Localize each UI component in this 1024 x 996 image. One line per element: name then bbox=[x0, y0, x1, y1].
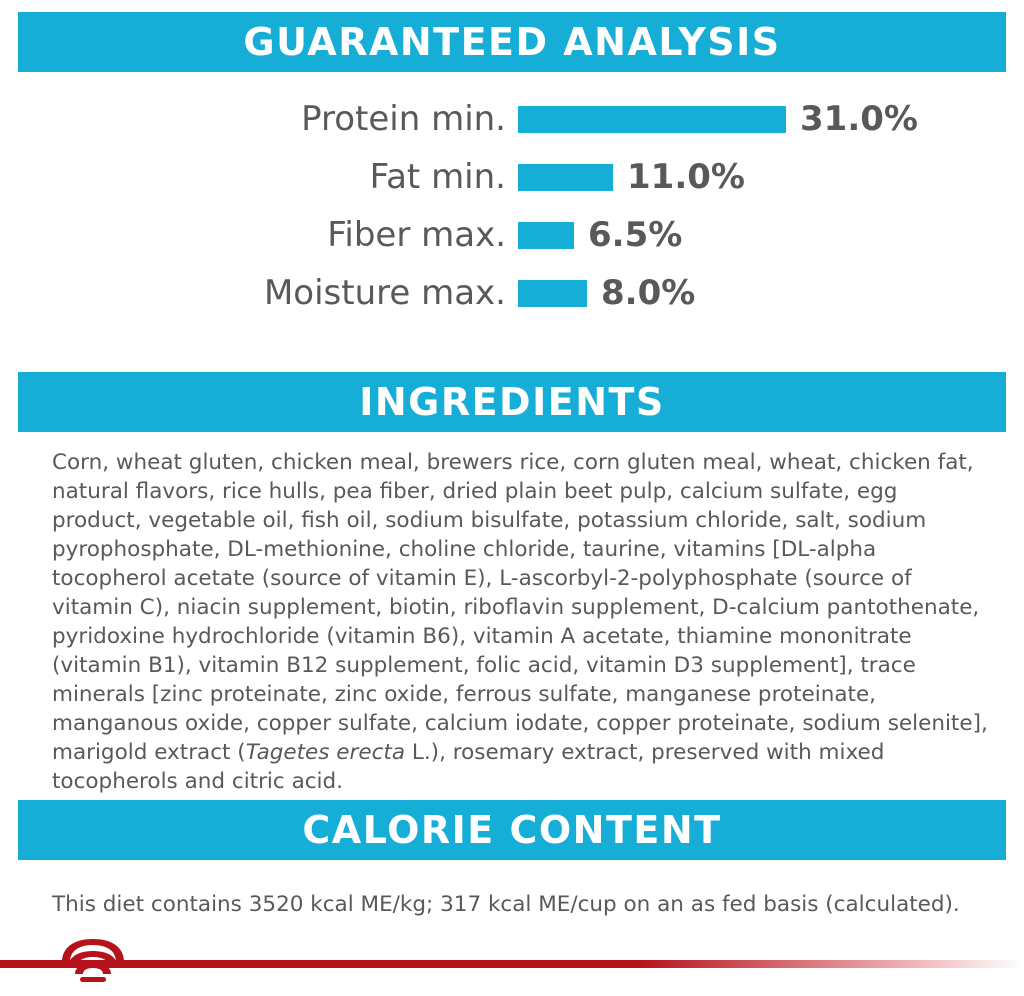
calorie-content-text: This diet contains 3520 kcal ME/kg; 317 kcal ME/cup on an as fed basis (calculated). bbox=[52, 892, 960, 917]
ingredients-heading: INGREDIENTS bbox=[18, 372, 1006, 432]
nutrient-bar-group bbox=[518, 273, 695, 313]
nutrient-label: Protein min. bbox=[301, 99, 506, 139]
nutrient-bar-group bbox=[518, 99, 918, 139]
nutrient-value: 31.0% bbox=[800, 99, 918, 139]
table-row bbox=[18, 264, 1006, 322]
ingredients-text-part-1: Corn, wheat gluten, chicken meal, brewers rice, corn gluten meal, wheat, chicken fat, natural flavors, rice hulls, pea fiber, dried plain beet pulp, calcium sulfate, egg product, vegetable oil, fish oil, sodium bisulfate, potassium chloride, salt, sodium pyrophosphate, DL-methionine, choline chloride, taurine, vitamins [DL-alpha tocopherol acetate (source of vitamin E), L-ascorbyl-2-polyphosphate (source of vitamin C), niacin supplement, biotin, riboflavin supplement, D-calcium pantothenate, pyridoxine hydrochloride (vitamin B6), vitamin A acetate, thiamine mononitrate (vitamin B1), vitamin B12 supplement, folic acid, vitamin D3 supplement], trace minerals [zinc proteinate, zinc oxide, ferrous sulfate, manganese proteinate, manganous oxide, copper sulfate, calcium iodate, copper proteinate, sodium selenite], marigold extract ( bbox=[52, 450, 988, 765]
nutrient-bar bbox=[518, 164, 613, 191]
ingredients-text bbox=[52, 448, 992, 796]
guaranteed-analysis-table bbox=[18, 90, 1006, 322]
nutrient-bar-group bbox=[518, 157, 745, 197]
nutrient-label: Moisture max. bbox=[263, 273, 506, 313]
nutrient-label: Fiber max. bbox=[327, 215, 506, 255]
ingredients-latin-name: Tagetes erecta bbox=[245, 740, 406, 765]
footer bbox=[0, 940, 1024, 996]
calorie-content-heading: CALORIE CONTENT bbox=[18, 800, 1006, 860]
nutrient-value: 6.5% bbox=[588, 215, 683, 255]
nutrient-bar bbox=[518, 222, 574, 249]
nutrient-bar bbox=[518, 106, 786, 133]
table-row bbox=[18, 148, 1006, 206]
footer-rule bbox=[0, 960, 1024, 968]
nutrient-value: 8.0% bbox=[601, 273, 696, 313]
nutrient-bar-group bbox=[518, 215, 682, 255]
nutrient-bar bbox=[518, 280, 587, 307]
nutrient-label: Fat min. bbox=[369, 157, 506, 197]
royal-canin-crown-logo-icon bbox=[56, 932, 130, 988]
table-row bbox=[18, 90, 1006, 148]
guaranteed-analysis-heading: GUARANTEED ANALYSIS bbox=[18, 12, 1006, 72]
ingredients-text-part-2: L.), rosemary extract, preserved with mixed tocopherols and citric acid. bbox=[52, 740, 885, 794]
nutrient-value: 11.0% bbox=[627, 157, 745, 197]
table-row bbox=[18, 206, 1006, 264]
